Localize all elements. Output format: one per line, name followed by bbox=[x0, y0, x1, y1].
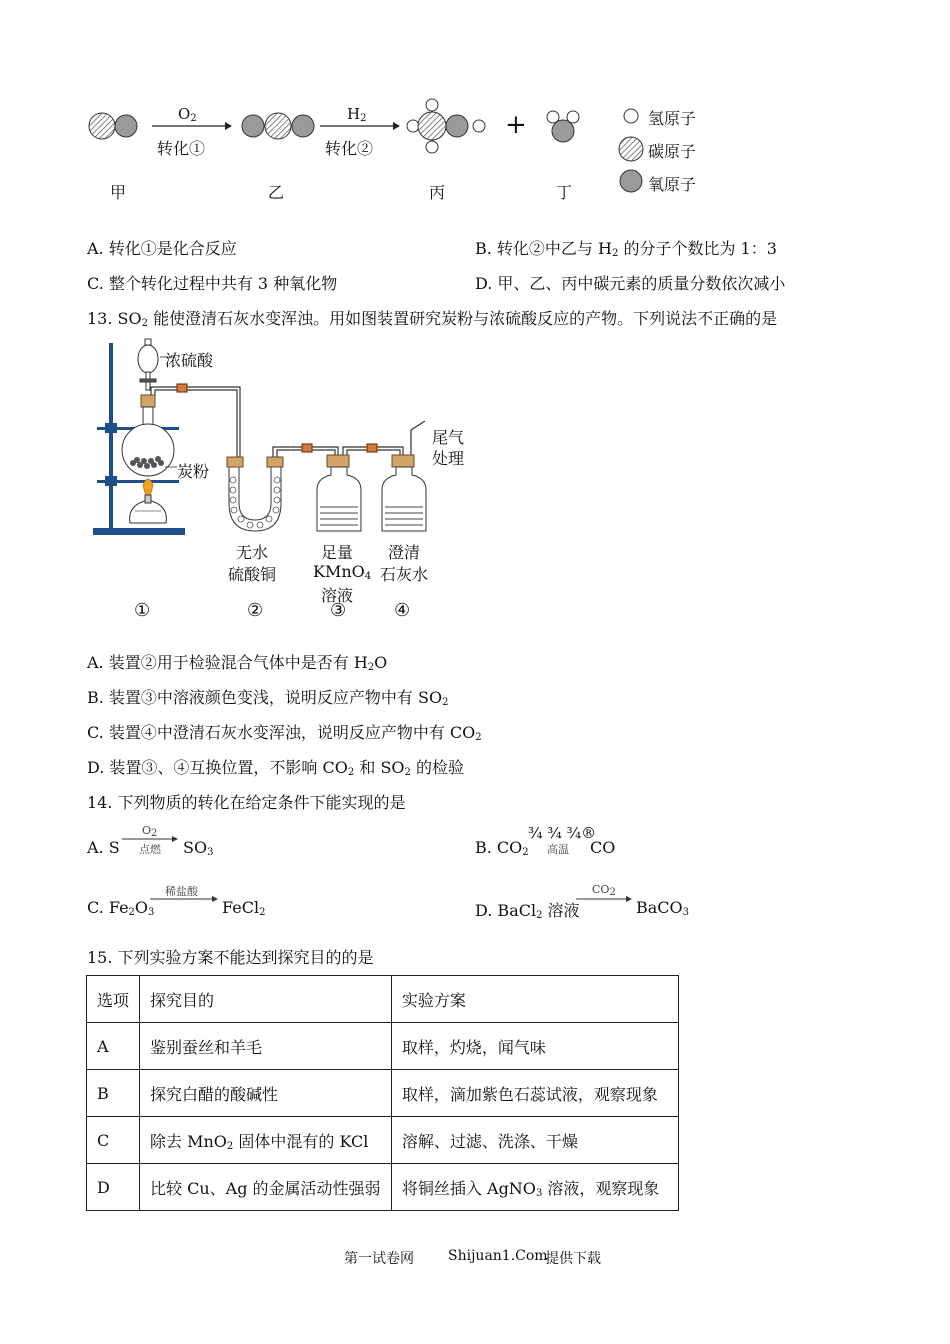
row-plan: 取样，灼烧，闻气味 bbox=[391, 1023, 678, 1070]
footer-site-name: 第一试卷网 bbox=[344, 1251, 414, 1267]
label-limewater-2: 石灰水 bbox=[380, 565, 429, 584]
q12-option-a: A. 转化①是化合反应 bbox=[87, 239, 237, 258]
header-plan: 实验方案 bbox=[391, 976, 678, 1023]
label-kmno4-1: 足量 bbox=[321, 543, 354, 562]
label-anhydrous-1: 无水 bbox=[236, 543, 269, 562]
row-goal: 探究白醋的酸碱性 bbox=[140, 1070, 392, 1117]
flask bbox=[122, 395, 174, 476]
footer-site-link[interactable]: Shijuan1.Com bbox=[448, 1248, 548, 1264]
molecule-jia bbox=[89, 113, 137, 139]
device-number-1: ① bbox=[134, 600, 151, 621]
row-goal: 鉴别蚕丝和羊毛 bbox=[140, 1023, 392, 1070]
q14-stem: 14. 下列物质的转化在给定条件下能实现的是 bbox=[87, 793, 406, 812]
label-tail-gas-2: 处理 bbox=[432, 449, 465, 468]
q14-option-b-right: CO bbox=[590, 838, 616, 857]
q15-table bbox=[86, 975, 679, 1211]
label-tail-gas-1: 尾气 bbox=[432, 428, 465, 447]
legend-oxygen-label: 氧原子 bbox=[648, 175, 697, 194]
label-conc-sulfuric-acid: 浓硫酸 bbox=[165, 351, 214, 370]
bottle-limewater bbox=[382, 455, 426, 531]
dropping-funnel bbox=[138, 339, 158, 390]
table-header-row bbox=[87, 976, 679, 1023]
row-plan: 将铜丝插入 AgNO$_3$ 溶液，观察现象 bbox=[391, 1164, 678, 1211]
table-row bbox=[87, 1164, 679, 1211]
device-number-3: ③ bbox=[330, 600, 347, 621]
q13-option-c: C. 装置④中澄清石灰水变浑浊，说明反应产物中有 $CO_2$ bbox=[87, 723, 482, 743]
q12-option-b: B. 转化②中乙与 $H_2$ 的分子个数比为 1：3 bbox=[475, 239, 777, 259]
row-goal: 除去 MnO$_2$ 固体中混有的 KCl bbox=[140, 1117, 392, 1164]
legend-hydrogen-icon bbox=[624, 109, 638, 123]
q14-d-condition-top: $CO_2$ bbox=[592, 883, 616, 898]
label-limewater-1: 澄清 bbox=[388, 543, 421, 562]
arrow1-label: 转化① bbox=[157, 139, 206, 158]
q14-option-c-left: C. $Fe_2O_3$ bbox=[87, 898, 155, 918]
device-number-2: ② bbox=[247, 600, 264, 621]
row-option: A bbox=[87, 1023, 140, 1070]
q14-a-condition-top: $O_2$ bbox=[142, 824, 158, 839]
arrow1-condition-top: $O_2$ bbox=[178, 105, 197, 124]
footer-download-text: 提供下载 bbox=[545, 1251, 601, 1267]
label-yi: 乙 bbox=[268, 183, 285, 202]
q14-a-condition-bottom: 点燃 bbox=[139, 843, 161, 856]
q13-option-b: B. 装置③中溶液颜色变浅，说明反应产物中有 $SO_2$ bbox=[87, 688, 449, 708]
label-carbon-powder: 炭粉 bbox=[177, 462, 210, 481]
q13-stem: 13. $SO_2$ 能使澄清石灰水变浑浊。用如图装置研究炭粉与浓硫酸反应的产物。下列说法不正确的是 bbox=[87, 309, 778, 329]
table-row bbox=[87, 1117, 679, 1164]
q14-option-a-left: A. S bbox=[87, 838, 120, 857]
q14-d-arrow bbox=[576, 894, 632, 904]
table-row bbox=[87, 1023, 679, 1070]
q14-b-condition-bottom: 高温 bbox=[547, 843, 569, 856]
alcohol-lamp bbox=[130, 479, 167, 523]
legend-oxygen-icon bbox=[620, 170, 642, 192]
label-kmno4-2: KMnO$_4$ bbox=[313, 562, 372, 582]
row-plan: 溶解、过滤、洗涤、干燥 bbox=[391, 1117, 678, 1164]
plus-sign: + bbox=[505, 110, 527, 140]
legend-carbon-icon bbox=[619, 137, 643, 161]
device-number-4: ④ bbox=[394, 600, 411, 621]
label-ding: 丁 bbox=[556, 183, 573, 202]
q12-option-d: D. 甲、乙、丙中碳元素的质量分数依次减小 bbox=[475, 274, 786, 293]
apparatus-diagram bbox=[85, 335, 485, 545]
table-row bbox=[87, 1070, 679, 1117]
q14-option-d-left: D. BaCl$_2$ 溶液 bbox=[475, 901, 580, 921]
header-goal: 探究目的 bbox=[140, 976, 392, 1023]
u-tube bbox=[227, 457, 283, 531]
q14-c-condition-top: 稀盐酸 bbox=[165, 885, 198, 898]
arrow2-condition-top: $H_2$ bbox=[347, 105, 367, 124]
label-jia: 甲 bbox=[110, 183, 127, 202]
q12-option-c: C. 整个转化过程中共有 3 种氧化物 bbox=[87, 274, 338, 293]
row-option: C bbox=[87, 1117, 140, 1164]
label-bing: 丙 bbox=[429, 183, 446, 202]
q14-option-a-right: $SO_3$ bbox=[183, 838, 214, 858]
q13-option-d: D. 装置③、④互换位置，不影响 $CO_2$ 和 $SO_2$ 的检验 bbox=[87, 758, 464, 778]
q13-option-a: A. 装置②用于检验混合气体中是否有 $H_2O$ bbox=[87, 653, 388, 673]
molecule-bing bbox=[407, 99, 485, 153]
legend-hydrogen-label: 氢原子 bbox=[648, 109, 697, 128]
label-anhydrous-2: 硫酸铜 bbox=[228, 565, 277, 584]
q14-option-d-right: BaCO$_3$ bbox=[636, 898, 690, 918]
q14-option-b-left: B. $CO_2$ bbox=[475, 838, 529, 858]
row-plan: 取样，滴加紫色石蕊试液，观察现象 bbox=[391, 1070, 678, 1117]
legend-carbon-label: 碳原子 bbox=[648, 142, 697, 161]
row-option: B bbox=[87, 1070, 140, 1117]
molecule-yi bbox=[242, 113, 314, 139]
molecule-ding bbox=[547, 111, 579, 142]
q15-stem: 15. 下列实验方案不能达到探究目的的是 bbox=[87, 948, 374, 967]
arrow2-label: 转化② bbox=[325, 139, 374, 158]
header-option: 选项 bbox=[87, 976, 140, 1023]
row-option: D bbox=[87, 1164, 140, 1211]
q14-option-c-right: FeCl$_2$ bbox=[222, 898, 266, 918]
label-kmno4-3: 溶液 bbox=[321, 586, 354, 605]
bottle-kmno4 bbox=[317, 455, 361, 531]
q14-c-arrow bbox=[150, 894, 218, 904]
row-goal: 比较 Cu、Ag 的金属活动性强弱 bbox=[140, 1164, 392, 1211]
q14-b-arrow-glyphs: ¾ ¾ ¾® bbox=[528, 824, 597, 842]
